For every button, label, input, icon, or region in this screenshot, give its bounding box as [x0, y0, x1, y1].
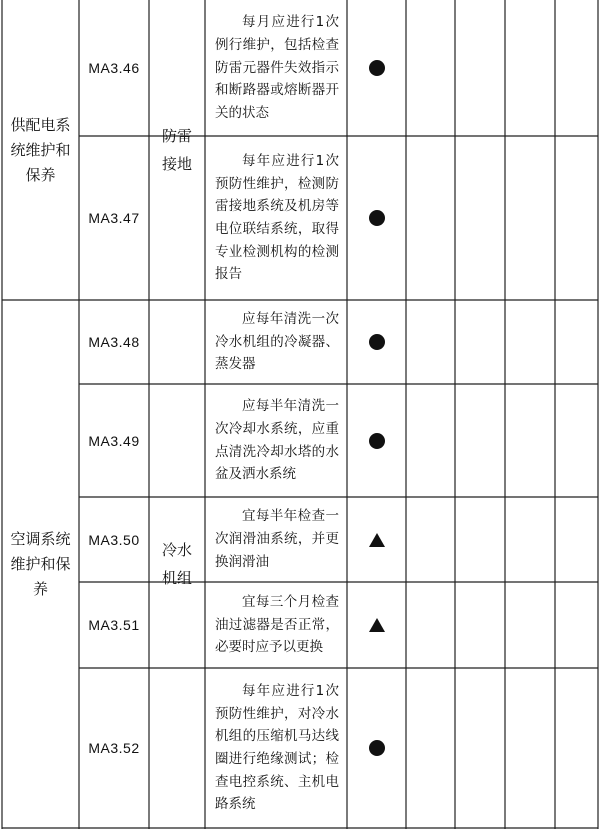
- subsystem-chiller-unit: [149, 300, 205, 828]
- status-mark-circle: [347, 300, 406, 384]
- item-code: MA3.47: [88, 210, 140, 226]
- item-description: 每月应进行1次例行维护，包括检查防雷元器件失效指示和断路器或熔断器开关的状态: [215, 14, 339, 122]
- status-mark-triangle: [347, 582, 406, 668]
- status-mark-triangle: [347, 497, 406, 582]
- category-label: 空调系统维护和保养: [10, 529, 71, 598]
- item-code: MA3.46: [88, 60, 140, 76]
- category-label: 供配电系统维护和保养: [10, 115, 71, 184]
- item-code: MA3.52: [88, 740, 140, 756]
- category-power-supply: [2, 0, 79, 300]
- subsystem-label: 防雷接地: [161, 127, 192, 173]
- item-code: MA3.51: [88, 617, 140, 633]
- item-description: 宜每三个月检查油过滤器是否正常，必要时应予以更换: [215, 593, 339, 656]
- item-description: 每年应进行1次预防性维护，对冷水机组的压缩机马达线圈进行绝缘测试；检查电控系统、主机电路系统: [215, 682, 339, 813]
- subsystem-lightning-grounding: [149, 0, 205, 300]
- item-description: 应每年清洗一次冷水机组的冷凝器、蒸发器: [215, 310, 339, 373]
- category-air-conditioning: [2, 300, 79, 828]
- status-mark-circle: [347, 668, 406, 828]
- item-description: 每年应进行1次预防性维护，检测防雷接地系统及机房等电位联结系统，取得专业检测机构的检测报告: [215, 152, 339, 283]
- item-code: MA3.48: [88, 334, 140, 350]
- item-description: 应每半年清洗一次冷却水系统，应重点清洗冷却水塔的水盆及洒水系统: [215, 398, 339, 483]
- status-mark-circle: [347, 384, 406, 497]
- item-code: MA3.50: [88, 531, 140, 548]
- item-description: 宜每半年检查一次润滑油系统，并更换润滑油: [215, 508, 339, 570]
- status-mark-circle: [347, 136, 406, 300]
- status-mark-circle: [347, 0, 406, 136]
- subsystem-label: 冷水机组: [161, 541, 192, 587]
- item-code: MA3.49: [88, 432, 140, 449]
